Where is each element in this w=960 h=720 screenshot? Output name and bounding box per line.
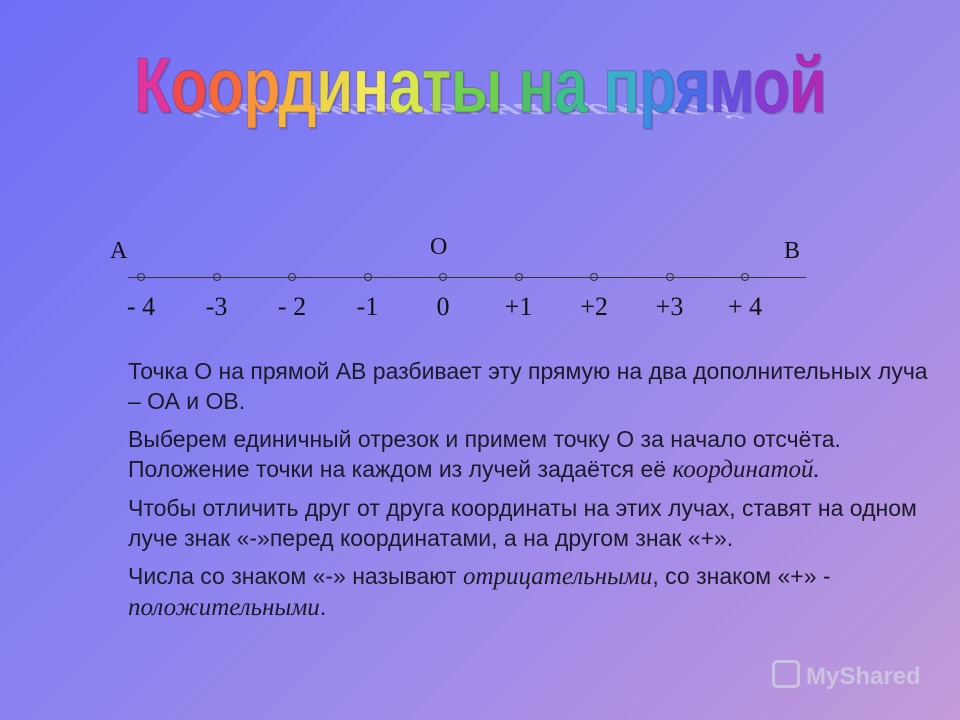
term-negative: отрицательными xyxy=(462,563,653,590)
page-title xyxy=(106,40,855,131)
tick-label: +1 xyxy=(504,292,533,321)
tick-mark xyxy=(439,273,447,281)
title-letter: и xyxy=(315,41,353,129)
tick-label: - 2 xyxy=(277,292,307,321)
paragraph-2 xyxy=(128,424,928,485)
tick-label: 0 xyxy=(436,292,450,321)
tick-mark xyxy=(364,273,372,281)
explanation-text xyxy=(128,356,928,631)
title-letter: ы xyxy=(450,41,502,129)
title-letter: о xyxy=(752,41,790,129)
title-letter: н xyxy=(352,41,389,129)
tick-mark xyxy=(666,273,674,281)
tick-mark xyxy=(137,273,145,281)
number-line-axis xyxy=(128,277,806,278)
title-letter: н xyxy=(517,41,554,129)
tick-label: + 4 xyxy=(727,292,763,321)
title-letter: о xyxy=(206,41,244,129)
watermark-text: MyShared xyxy=(806,663,921,690)
title-letter: о xyxy=(170,41,207,129)
title-letter: д xyxy=(278,41,316,129)
title-area xyxy=(0,30,960,170)
paragraph-4 xyxy=(128,561,928,623)
title-letter xyxy=(587,41,603,129)
title-letter: р xyxy=(639,41,675,129)
term-coordinate: координатой. xyxy=(672,456,820,483)
tick-mark xyxy=(515,273,523,281)
tick-label: +3 xyxy=(655,292,684,321)
tick-label: -1 xyxy=(356,292,379,321)
title-letter: р xyxy=(243,41,279,129)
tick-label: - 4 xyxy=(126,292,156,321)
tick-mark xyxy=(213,273,221,281)
title-letter: й xyxy=(789,41,826,129)
tick-label: -3 xyxy=(205,292,228,321)
title-letter: а xyxy=(388,41,422,129)
number-line xyxy=(0,230,960,330)
tick-mark xyxy=(590,273,598,281)
point-label-a: A xyxy=(110,238,128,264)
title-letter xyxy=(502,41,518,129)
watermark xyxy=(772,660,921,691)
title-letter: я xyxy=(674,41,710,129)
watermark-logo-icon xyxy=(772,660,800,688)
title-letter: т xyxy=(421,41,451,129)
point-label-b: B xyxy=(784,238,801,264)
tick-label: +2 xyxy=(580,292,608,321)
paragraph-2-text: Выберем единичный отрезок и примем точку О за начало отсчёта. Положение точки на каждом из лучей задаётся её xyxy=(128,426,841,482)
title-letter: п xyxy=(603,41,640,129)
title-letter: м xyxy=(709,41,753,129)
title-letter: а xyxy=(553,41,588,129)
paragraph-1: Точка О на прямой АВ разбивает эту прямую на два дополнительных луча – ОА и ОВ. xyxy=(128,358,928,414)
paragraph-4-text-a: Числа со знаком «-» называют xyxy=(128,563,463,589)
term-positive: положительными xyxy=(128,594,320,621)
paragraph-4-text-b: , со знаком «+» - xyxy=(652,563,831,589)
title-letter: К xyxy=(134,41,171,129)
tick-mark xyxy=(288,273,296,281)
paragraph-3: Чтобы отличить друг от друга координаты на этих лучах, ставят на одном луче знак «-»перед координатами, а на другом знак «+». xyxy=(128,495,917,551)
point-label-o: O xyxy=(430,234,448,260)
paragraph-4-text-c: . xyxy=(319,594,327,620)
tick-mark xyxy=(741,273,749,281)
title-reflection: Координаты на прямой xyxy=(165,99,757,122)
